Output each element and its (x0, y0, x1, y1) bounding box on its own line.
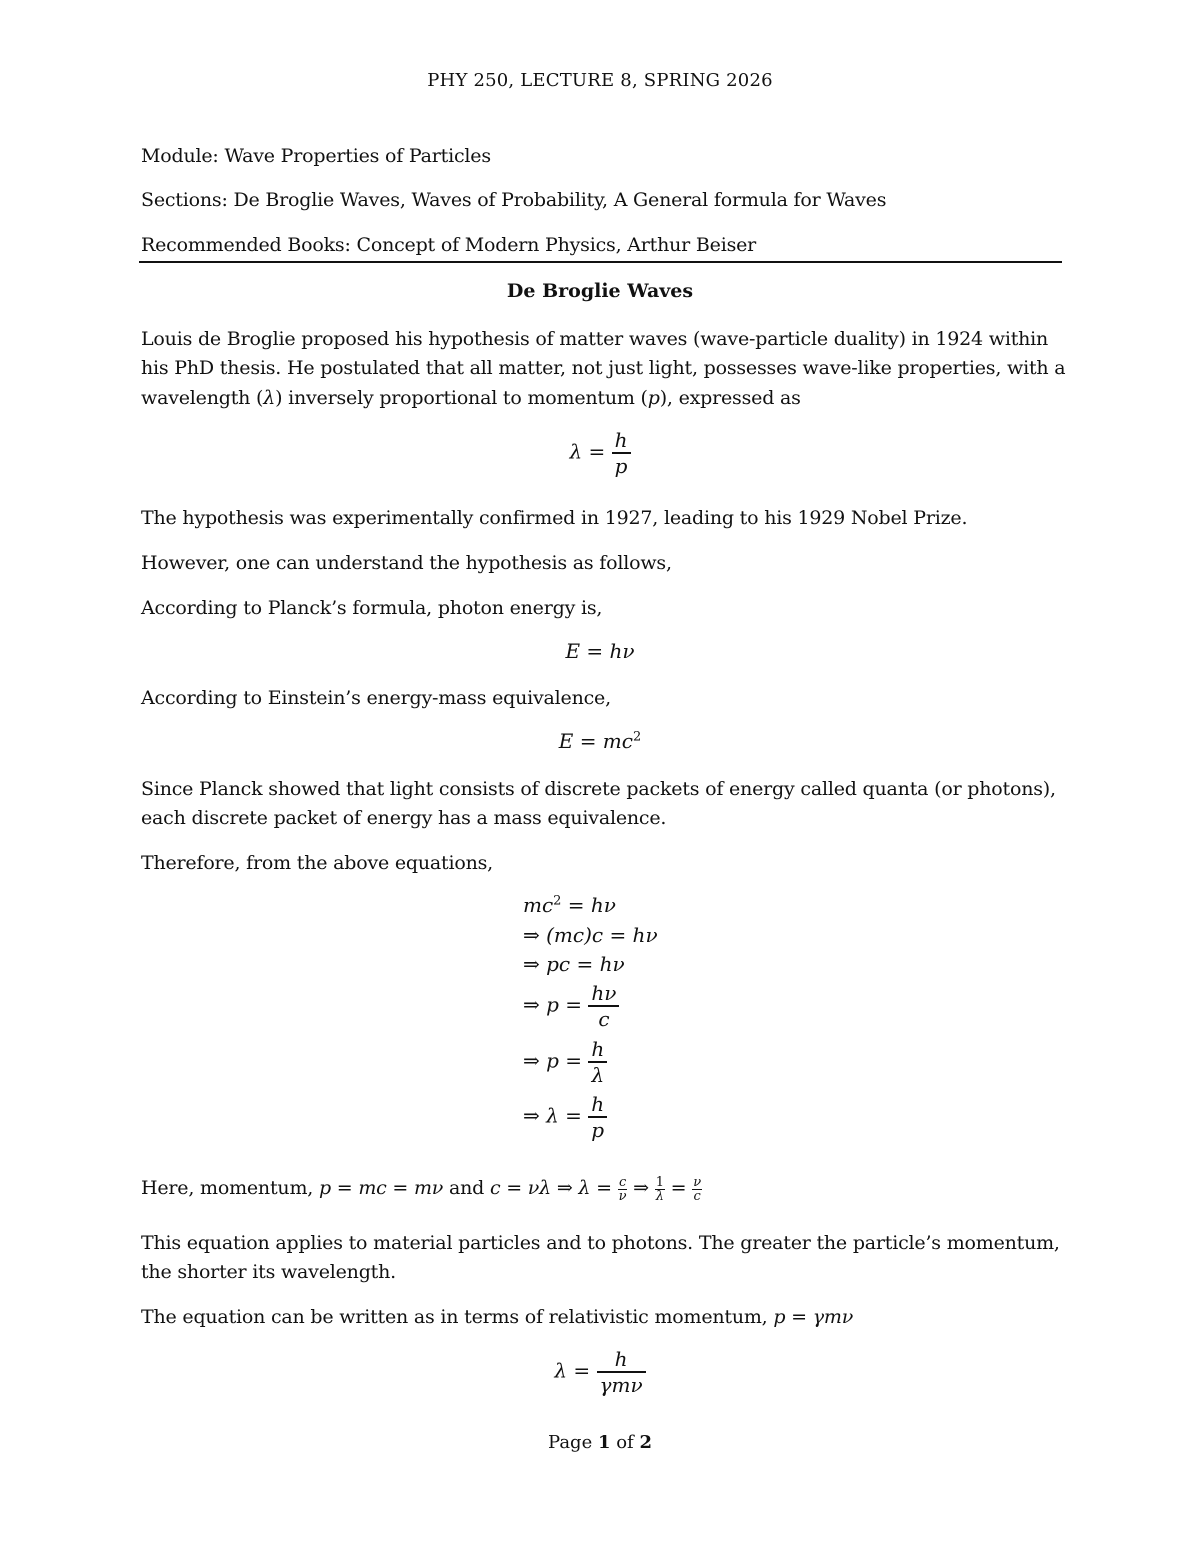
books-line: Recommended Books: Concept of Modern Physics, Arthur Beiser (141, 234, 757, 256)
paragraph-therefore: Therefore, from the above equations, (141, 852, 494, 874)
paragraph-understanding: However, one can understand the hypothesis as follows, (141, 552, 672, 574)
fraction-h-over-gamma-mv: $\frac{h}{\text{γmν}}$ (597, 1347, 646, 1397)
paragraph-einstein: According to Einstein’s energy-mass equivalence, (141, 687, 611, 709)
fraction-one-over-lambda: $\frac{1}{\lambda}$ (655, 1174, 664, 1204)
fraction-nu-over-c: $\frac{\nu}{c}$ (693, 1174, 701, 1204)
derivation-step-5: ⇒ p = $\frac{h}{\lambda}$ (523, 1037, 607, 1087)
paragraph-intro-line-1: Louis de Broglie proposed his hypothesis of matter waves (wave-particle duality) in 1924 within (141, 328, 1049, 350)
total-page-count: 2 (639, 1432, 652, 1453)
paragraph-intro-line-2: his PhD thesis. He postulated that all matter, not just light, possesses wave-like properties, with a (141, 357, 1066, 379)
derivation-step-1: $mc^2 = h\nu$ (523, 893, 616, 917)
equation-einstein: $E = mc^2$ (558, 729, 642, 753)
fraction-h-over-p: $\frac{h}{p}$ (612, 428, 631, 478)
equation-planck: E = hν (565, 639, 635, 663)
equation-relativistic: λ = $\frac{h}{\text{γmν}}$ (0, 1347, 1200, 1397)
section-title: De Broglie Waves (506, 280, 694, 302)
paragraph-momentum-relations: Here, momentum, p = mc = mν and c = νλ ⇒ λ = $\frac{c}{\nu}$ ⇒ $\frac{1}{\lambda}$ = $\frac{\nu}{c}$ (141, 1174, 701, 1204)
page-footer: Page 1 of 2 (548, 1432, 652, 1453)
paragraph-confirmation: The hypothesis was experimentally confirmed in 1927, leading to his 1929 Nobel Prize. (141, 507, 968, 529)
paragraph-applies-line-2: the shorter its wavelength. (141, 1261, 396, 1283)
paragraph-quanta-line-2: each discrete packet of energy has a mass equivalence. (141, 807, 667, 829)
fraction-h-over-p-final: $\frac{h}{p}$ (588, 1092, 607, 1142)
derivation-step-6: ⇒ λ = $\frac{h}{p}$ (523, 1092, 607, 1142)
derivation-step-3: ⇒ pc = hν (523, 952, 625, 976)
paragraph-intro-line-3: wavelength (λ) inversely proportional to momentum (p), expressed as (141, 387, 801, 409)
derivation-step-2: ⇒ (mc)c = hν (523, 923, 658, 947)
current-page-number: 1 (597, 1432, 611, 1453)
paragraph-quanta-line-1: Since Planck showed that light consists of discrete packets of energy called quanta (or photons), (141, 778, 1056, 800)
course-header: PHY 250, LECTURE 8, SPRING 2026 (427, 70, 773, 91)
sections-line: Sections: De Broglie Waves, Waves of Probability, A General formula for Waves (141, 189, 887, 211)
derivation-step-4: ⇒ p = $\frac{h\nu}{c}$ (523, 981, 619, 1031)
fraction-c-over-nu: $\frac{c}{\nu}$ (618, 1174, 627, 1204)
paragraph-planck: According to Planck’s formula, photon energy is, (141, 597, 603, 619)
header-divider (139, 261, 1062, 263)
paragraph-applies-line-1: This equation applies to material particles and to photons. The greater the particle’s momentum, (141, 1232, 1060, 1254)
module-line: Module: Wave Properties of Particles (141, 145, 491, 167)
equation-de-broglie: λ = $\frac{h}{p}$ (0, 428, 1200, 478)
fraction-hv-over-c: $\frac{h\nu}{c}$ (588, 981, 619, 1031)
paragraph-relativistic: The equation can be written as in terms of relativistic momentum, p = γmν (141, 1306, 854, 1328)
fraction-h-over-lambda: $\frac{h}{\lambda}$ (588, 1037, 607, 1087)
